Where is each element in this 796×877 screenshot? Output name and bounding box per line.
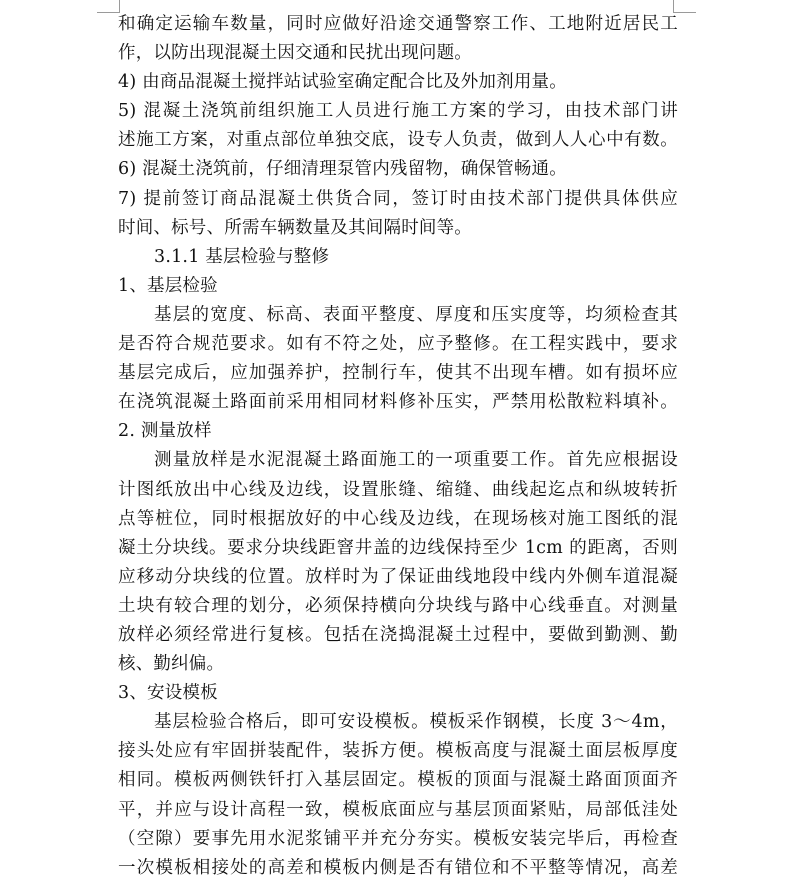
paragraph-line: 时间、标号、所需车辆数量及其间隔时间等。 — [118, 217, 472, 238]
paragraph-line: 在浇筑混凝土路面前采用相同材料修补压实，严禁用松散粒料填补。 — [118, 392, 678, 413]
section-heading: 3.1.1 基层检验与整修 — [154, 246, 330, 267]
paragraph-line: 测量放样是水泥混凝土路面施工的一项重要工作。首先应根据设 — [154, 450, 678, 471]
paragraph-line: 应移动分块线的位置。放样时为了保证曲线地段中线内外侧车道混凝 — [118, 566, 678, 587]
paragraph-line: 放样必须经常进行复核。包括在浇捣混凝土过程中，要做到勤测、勤 — [118, 624, 678, 645]
margin-corner-mark-left — [97, 0, 120, 13]
paragraph-line: （空隙）要事先用水泥浆铺平并充分夯实。模板安装完毕后，再检查 — [118, 828, 678, 849]
paragraph-line: 相同。模板两侧铁钎打入基层固定。模板的顶面与混凝土路面顶面齐 — [118, 770, 678, 791]
paragraph-line: 计图纸放出中心线及边线，设置胀缝、缩缝、曲线起迄点和纵坡转折 — [118, 479, 678, 500]
section-heading: 2. 测量放样 — [118, 421, 212, 442]
body-text — [118, 10, 678, 877]
section-heading: 3、安设模板 — [118, 683, 218, 704]
paragraph-line: 土块有较合理的划分，必须保持横向分块线与路中心线垂直。对测量 — [118, 595, 678, 616]
paragraph-line: 基层完成后，应加强养护，控制行车，使其不出现车槽。如有损坏应 — [118, 363, 678, 384]
paragraph-line: 和确定运输车数量，同时应做好沿途交通警察工作、工地附近居民工 — [118, 14, 678, 34]
paragraph-line: 凝土分块线。要求分块线距窨井盖的边线保持至少 1cm 的距离，否则 — [118, 537, 678, 558]
paragraph-line: 基层的宽度、标高、表面平整度、厚度和压实度等，均须检查其 — [154, 304, 678, 325]
paragraph-line: 一次模板相接处的高差和模板内侧是否有错位和不平整等情况，高差 — [118, 857, 678, 877]
paragraph-line: 5) 混凝土浇筑前组织施工人员进行施工方案的学习，由技术部门讲 — [118, 101, 678, 122]
paragraph-line: 点等桩位，同时根据放好的中心线及边线，在现场核对施工图纸的混 — [118, 508, 678, 529]
paragraph-line: 4) 由商品混凝土搅拌站试验室确定配合比及外加剂用量。 — [118, 72, 567, 93]
paragraph-line: 基层检验合格后，即可安设模板。模板采作钢模，长度 3～4m， — [154, 712, 678, 733]
paragraph-line: 7) 提前签订商品混凝土供货合同，签订时由技术部门提供具体供应 — [118, 188, 678, 209]
paragraph-line: 平，并应与设计高程一致，模板底面应与基层顶面紧贴，局部低洼处 — [118, 799, 678, 820]
paragraph-line: 接头处应有牢固拼装配件，装拆方便。模板高度与混凝土面层板厚度 — [118, 741, 678, 762]
paragraph-line: 述施工方案，对重点部位单独交底，设专人负责，做到人人心中有数。 — [118, 130, 678, 151]
paragraph-line: 是否符合规范要求。如有不符之处，应予整修。在工程实践中，要求 — [118, 334, 678, 355]
section-heading: 1、基层检验 — [118, 275, 218, 296]
paragraph-line: 6) 混凝土浇筑前，仔细清理泵管内残留物，确保管畅通。 — [118, 159, 567, 180]
paragraph-line: 作，以防出现混凝土因交通和民扰出现问题。 — [118, 43, 472, 64]
paragraph-line: 核、勤纠偏。 — [118, 654, 225, 675]
